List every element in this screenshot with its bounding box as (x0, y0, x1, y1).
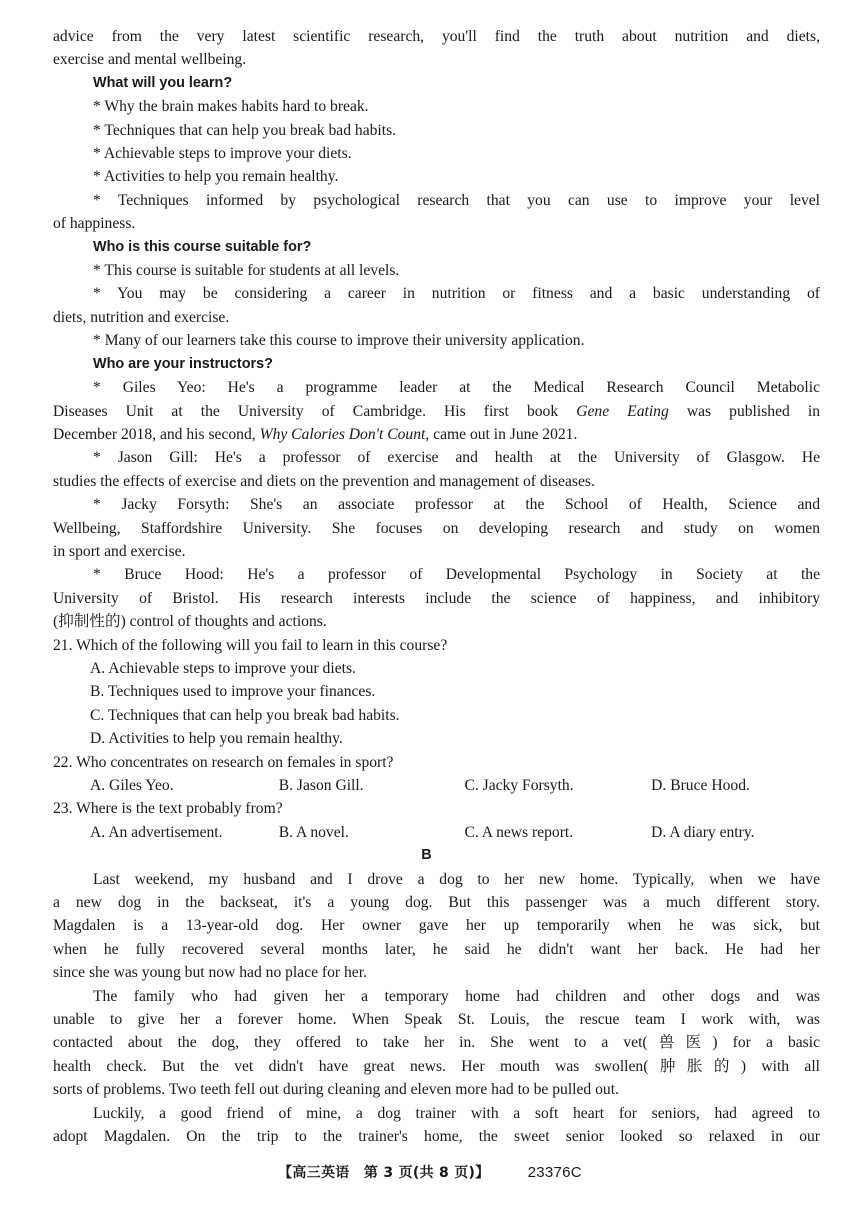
question-21-option-b: B. Techniques used to improve your finances. (90, 683, 376, 701)
question-23-option-b: B. A novel. (278, 823, 349, 841)
passage-b-line: Magdalen is a 13-year-old dog. Her owner gave her up temporarily when he was sick, but (53, 917, 820, 935)
instructors-heading: Who are your instructors? (93, 355, 273, 372)
passage-b-line: a new dog in the backseat, it's a young dog. But this passenger was a much different story. (53, 894, 820, 912)
question-22-option-a: A. Giles Yeo. (90, 777, 174, 794)
paper-code: 23376C (527, 1164, 582, 1181)
question-23-option-c: C. A news report. (464, 823, 574, 841)
hood-line-1: * Bruce Hood: He's a professor of Developmental Psychology in Society at the (93, 566, 820, 584)
passage-b-line: Last weekend, my husband and I drove a dog to her new home. Typically, when we have (93, 870, 820, 888)
gill-line-2: studies the effects of exercise and diets on the prevention and management of diseases. (53, 472, 595, 490)
learn-item: * Techniques that can help you break bad habits. (93, 121, 397, 139)
learn-item-5-line-1: * Techniques informed by psychological research that you can use to improve your level (93, 191, 820, 209)
hood-line-3: (抑制性的) control of thoughts and actions. (53, 613, 327, 631)
suitable-heading: Who is this course suitable for? (93, 238, 312, 255)
intro-line-1: advice from the very latest scientific research, you'll find the truth about nutrition and diets, (53, 28, 820, 45)
question-22-options (53, 774, 820, 797)
passage-b-line: contacted about the dog, they offered to take her in. She went to a vet(兽医) for a basic (53, 1034, 820, 1052)
question-22-option-b: B. Jason Gill. (278, 777, 364, 794)
page-footer (0, 1161, 860, 1185)
question-21-option-d: D. Activities to help you remain healthy. (90, 730, 343, 748)
learn-item-5-line-2: of happiness. (53, 215, 136, 233)
passage-b-line: since she was young but now had no place for her. (53, 964, 367, 982)
forsyth-line-3: in sport and exercise. (53, 542, 186, 560)
passage-b-line: sorts of problems. Two teeth fell out during cleaning and eleven more had to be pulled out. (53, 1081, 619, 1099)
book-title: Gene Eating (576, 402, 669, 420)
section-b-label: B (421, 847, 432, 864)
yeo-line-1: * Giles Yeo: He's a programme leader at the Medical Research Council Metabolic (93, 379, 820, 397)
passage-b-line: adopt Magdalen. On the trip to the trainer's home, the sweet senior looked so relaxed in our (53, 1128, 820, 1146)
footer-label: 【高三英语 第 3 页(共 8 页)】 (278, 1165, 490, 1181)
forsyth-line-2: Wellbeing, Staffordshire University. She focuses on developing research and study on women (53, 519, 820, 537)
passage-b-line: health check. But the vet didn't have great news. Her mouth was swollen(肿胀的) with all (53, 1057, 820, 1075)
learn-item: * Why the brain makes habits hard to break. (93, 98, 369, 116)
gill-line-1: * Jason Gill: He's a professor of exercise and health at the University of Glasgow. He (93, 449, 820, 467)
forsyth-line-1: * Jacky Forsyth: She's an associate professor at the School of Health, Science and (93, 496, 820, 514)
passage-b-line: Luckily, a good friend of mine, a dog trainer with a soft heart for seniors, had agreed to (93, 1104, 820, 1122)
passage-b-line: The family who had given her a temporary home had children and other dogs and was (93, 987, 820, 1005)
suitable-item: * This course is suitable for students at all levels. (93, 262, 400, 280)
question-22-option-d: D. Bruce Hood. (651, 777, 750, 794)
yeo-line-3: December 2018, and his second, Why Calories Don't Count, came out in June 2021. (53, 425, 578, 443)
learn-item: * Activities to help you remain healthy. (93, 168, 339, 186)
question-21-option-a: A. Achievable steps to improve your diets. (90, 659, 356, 677)
intro-line-2: exercise and mental wellbeing. (53, 51, 247, 69)
hood-line-2: University of Bristol. His research interests include the science of happiness, and inhibitory (53, 589, 820, 607)
question-23-option-d: D. A diary entry. (651, 823, 755, 841)
question-23-stem: 23. Where is the text probably from? (53, 800, 283, 818)
suitable-item-2-line-2: diets, nutrition and exercise. (53, 308, 230, 326)
question-23-options (53, 821, 820, 844)
book-title: Why Calories Don't Count (259, 425, 426, 443)
question-21-option-c: C. Techniques that can help you break bad habits. (90, 706, 400, 724)
learn-heading: What will you learn? (93, 74, 233, 91)
yeo-line-2: Diseases Unit at the University of Cambridge. His first book Gene Eating was published in (53, 402, 820, 420)
suitable-item: * Many of our learners take this course to improve their university application. (93, 332, 585, 350)
question-23-option-a: A. An advertisement. (90, 823, 223, 841)
question-21-stem: 21. Which of the following will you fail to learn in this course? (53, 636, 448, 654)
passage-b-line: unable to give her a forever home. When Speak St. Louis, the rescue team I work with, was (53, 1011, 820, 1029)
passage-b-line: when he fully recovered several months later, he said he didn't want her back. He had her (53, 940, 820, 958)
question-22-stem: 22. Who concentrates on research on females in sport? (53, 753, 394, 771)
question-22-option-c: C. Jacky Forsyth. (464, 777, 574, 794)
suitable-item-2-line-1: * You may be considering a career in nutrition or fitness and a basic understanding of (93, 285, 820, 303)
learn-item: * Achievable steps to improve your diets. (93, 145, 352, 163)
